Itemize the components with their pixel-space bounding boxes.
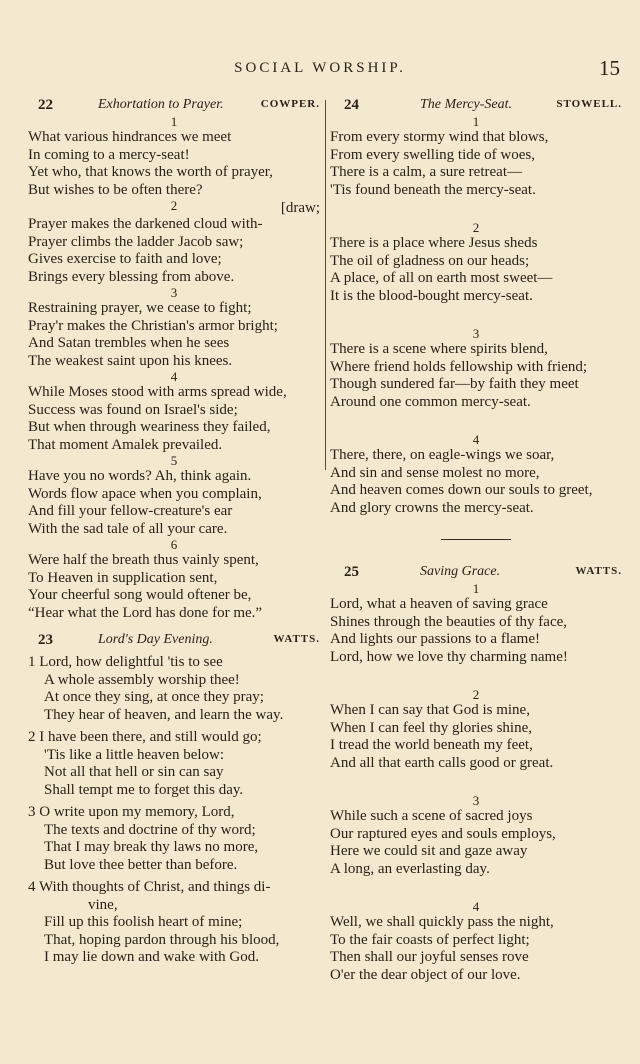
hymn-title: The Mercy-Seat. [420,97,512,112]
verse-line: While Moses stood with arms spread wide, [28,384,287,400]
verse-line: There is a place where Jesus sheds [330,235,538,251]
stanza-number: 2 [472,220,480,235]
verse-line: When I can say that God is mine, [330,702,530,718]
verse-line: There is a calm, a sure retreat— [330,164,522,180]
verse-line: When I can feel thy glories shine, [330,719,533,736]
verse-line: Yet who, that knows the worth of prayer, [28,164,273,180]
verse-line: I tread the world beneath my feet, [330,737,533,753]
verse-line: A whole assembly worship thee! [44,671,240,688]
verse-line: Then shall our joyful senses rove [330,949,529,965]
verse-line: Gives exercise to faith and love; [28,251,222,267]
verse-line: And all that earth calls good or great. [330,754,554,771]
stanza-number: 3 [472,793,480,808]
verse-line: From every stormy wind that blows, [330,129,549,145]
verse-line: But wishes to be often there? [28,181,203,198]
verse-line: And Satan trembles when he sees [28,335,230,351]
verse-line: In coming to a mercy-seat! [28,146,190,163]
verse-line: 3 O write upon my memory, Lord, [28,804,235,820]
verse-line: Where friend holds fellowship with friend; [330,358,588,375]
verse-line: While such a scene of sacred joys [330,808,533,824]
verse-line: There is a scene where spirits blend, [330,341,548,357]
verse-line: Lord, how we love thy charming name! [330,648,568,665]
verse-line: Restraining prayer, we cease to fight; [28,300,252,316]
verse-line: A long, an everlasting day. [330,860,490,877]
verse-line: They hear of heaven, and learn the way. [44,706,284,723]
verse-line: 4 With thoughts of Christ, and things di- [28,879,271,895]
hymn-number: 24 [344,97,359,113]
stanza-number: 4 [472,899,480,914]
hymn-24-heading [330,95,622,115]
verse-line: And lights our passions to a flame! [330,631,540,647]
verse-line: To the fair coasts of perfect light; [330,931,530,948]
column-rule [325,100,326,470]
verse-line: Lord, what a heaven of saving grace [330,596,548,612]
verse-line: It is the blood-bought mercy-seat. [330,287,533,304]
verse-line: That, hoping pardon through his blood, [44,931,280,948]
verse-line: “Hear what the Lord has done for me.” [28,604,263,621]
verse-line: Not all that hell or sin can say [44,764,224,780]
hymn-22-heading [28,95,320,115]
verse-line: Our raptured eyes and souls employs, [330,825,556,842]
verse-line: From every swelling tide of woes, [330,146,535,163]
verse-line: What various hindrances we meet [28,129,232,145]
verse-line: O'er the dear object of our love. [330,966,521,983]
verse-line: 2 I have been there, and still would go; [28,729,262,745]
verse-line: 'Tis like a little heaven below: [44,746,225,763]
verse-line: Here we could sit and gaze away [330,843,528,859]
verse-line: The oil of gladness on our heads; [330,252,530,269]
verse-line: Your cheerful song would oftener be, [28,587,252,603]
stanza-number: 3 [472,326,480,341]
stanza-number: 4 [170,369,178,384]
hymn-number: 25 [344,564,359,580]
verse-line: 'Tis found beneath the mercy-seat. [330,181,536,198]
verse-line: Shines through the beauties of thy face, [330,613,568,630]
hymn-title: Exhortation to Prayer. [98,97,224,112]
hymn-title: Saving Grace. [420,564,501,579]
right-column [330,95,622,984]
verse-line: There, there, on eagle-wings we soar, [330,447,555,463]
stanza-number: 3 [170,285,178,300]
verse-line: With the sad tale of all your care. [28,520,228,537]
hymn-author: STOWELL. [556,98,622,110]
verse-line: Were half the breath thus vainly spent, [28,552,259,568]
verse-line: And sin and sense molest no more, [330,464,540,481]
stanza-number: 1 [472,114,480,129]
verse-line: I may lie down and wake with God. [44,949,259,965]
stanza-number: 2 [472,687,480,702]
verse-line: The texts and doctrine of thy word; [44,821,256,838]
verse-line: And heaven comes down our souls to greet, [330,482,593,498]
page-number: 15 [599,56,620,80]
stanza-number-row [28,198,320,216]
hymn-author: WATTS. [273,633,320,645]
hymn-author: COWPER. [260,98,320,110]
stanza-number: 5 [170,453,178,468]
stanza-number: 6 [170,537,178,552]
verse-line: Well, we shall quickly pass the night, [330,914,554,930]
hymn-number: 22 [38,97,53,113]
hymn-23-heading [28,630,320,650]
verse-line: vine, [88,896,118,913]
verse-line: A place, of all on earth most sweet— [330,270,553,286]
verse-line: Fill up this foolish heart of mine; [44,914,243,930]
running-head [0,58,640,82]
verse-line: Pray'r makes the Christian's armor bright; [28,317,278,334]
hymn-number: 23 [38,632,53,648]
verse-line: At once they sing, at once they pray; [44,689,264,705]
stanza-number: 1 [472,581,480,596]
running-title: SOCIAL WORSHIP. [234,60,406,76]
verse-line: Though sundered far—by faith they meet [330,376,579,392]
turnover-word: [draw; [280,200,320,216]
verse-line: That I may break thy laws no more, [44,839,259,855]
verse-line: Words flow apace when you complain, [28,485,262,502]
verse-line: But love thee better than before. [44,856,238,873]
verse-line: Brings every blessing from above. [28,268,235,285]
verse-line: Prayer makes the darkened cloud with- [28,216,263,232]
verse-line: But when through weariness they failed, [28,419,271,435]
hymn-25-heading [330,562,622,582]
verse-line: Have you no words? Ah, think again. [28,468,252,484]
verse-line: To Heaven in supplication sent, [28,569,218,586]
hymn-title: Lord's Day Evening. [98,632,213,647]
verse-line: Success was found on Israel's side; [28,401,238,418]
verse-line: That moment Amalek prevailed. [28,436,223,453]
verse-line: 1 Lord, how delightful 'tis to see [28,654,223,670]
stanza-number: 1 [170,114,178,129]
verse-line: Around one common mercy-seat. [330,393,531,410]
verse-line: And fill your fellow-creature's ear [28,503,233,519]
left-column [28,95,320,967]
verse-line: Shall tempt me to forget this day. [44,781,244,798]
hymn-author: WATTS. [575,565,622,577]
verse-line: The weakest saint upon his knees. [28,352,233,369]
verse-line: Prayer climbs the ladder Jacob saw; [28,233,244,250]
stanza-number: 2 [170,198,178,213]
stanza-number: 4 [472,432,480,447]
verse-line: And glory crowns the mercy-seat. [330,499,534,516]
